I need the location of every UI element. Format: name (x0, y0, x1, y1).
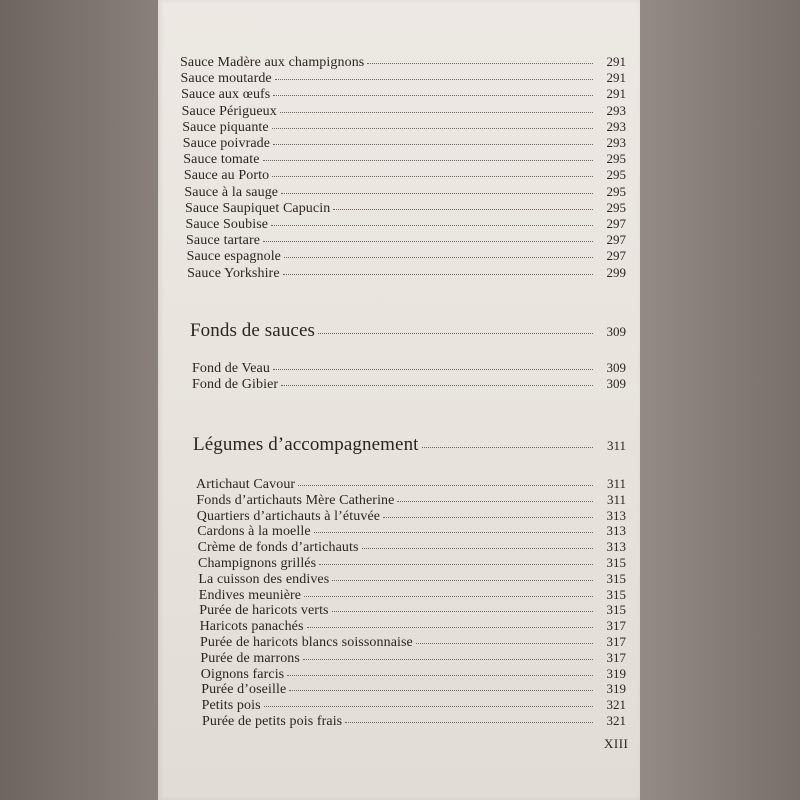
entry-title: Fond de Veau (192, 361, 270, 376)
dot-leader (422, 446, 593, 448)
toc-entry (182, 119, 626, 136)
entry-page-number: 291 (606, 70, 626, 86)
dot-leader (272, 127, 593, 129)
dot-leader (367, 62, 593, 64)
entry-page-number: 319 (606, 665, 626, 681)
entry-title: Fonds d’artichauts Mère Catherine (196, 492, 395, 508)
toc-entry (187, 265, 626, 282)
section-heading-fonds (190, 320, 626, 343)
entry-page-number: 309 (606, 376, 626, 391)
entry-page-number: 309 (606, 360, 626, 375)
dot-leader (332, 610, 593, 612)
toc-entry (202, 713, 626, 730)
toc-entry (180, 54, 626, 71)
toc-entry (192, 360, 626, 377)
entry-page-number: 291 (606, 86, 626, 102)
dot-leader (416, 642, 593, 644)
entry-title: Fonds de sauces (190, 320, 315, 341)
entry-title: Haricots panachés (199, 619, 304, 635)
dot-leader (287, 674, 593, 676)
entry-page-number: 299 (606, 264, 626, 280)
entry-title: Sauce tartare (186, 233, 261, 249)
dot-leader (318, 332, 593, 334)
entry-title: Purée d’oseille (201, 682, 287, 698)
entry-title: Sauce Périgueux (181, 103, 277, 119)
toc-entry (200, 618, 626, 635)
entry-title: Sauce aux œufs (181, 87, 271, 103)
dot-leader (281, 192, 593, 194)
section-heading-legumes (193, 434, 626, 457)
toc-entry (183, 151, 626, 168)
background-left (0, 0, 158, 800)
toc-entry (183, 135, 626, 152)
entry-title: Sauce à la sauge (184, 184, 279, 200)
entry-page-number: 315 (606, 602, 626, 618)
entry-page-number: 293 (606, 102, 626, 118)
entry-page-number: 295 (606, 151, 626, 167)
entry-page-number: 295 (606, 199, 626, 215)
dot-leader (273, 143, 593, 145)
toc-entry (198, 539, 626, 556)
toc-entry (185, 200, 626, 217)
entry-page-number: 295 (606, 167, 626, 183)
entry-title: Sauce espagnole (186, 249, 282, 265)
entry-title: Sauce Saupiquet Capucin (184, 200, 331, 216)
dot-leader (298, 484, 593, 486)
toc-entry (184, 184, 626, 201)
dot-leader (264, 705, 593, 707)
toc-entry (197, 523, 626, 540)
book-page (158, 0, 640, 800)
dot-leader (397, 500, 593, 502)
entry-title: Champignons grillés (198, 556, 317, 571)
entry-page-number: 321 (606, 713, 626, 728)
dot-leader (283, 273, 593, 275)
entry-title: Purée de haricots blancs soissonnaise (200, 635, 413, 650)
entry-page-number: 311 (606, 438, 626, 453)
entry-title: Purée de marrons (200, 650, 300, 666)
entry-title: Quartiers d’artichauts à l’étuvée (196, 508, 381, 524)
dot-leader (281, 384, 593, 386)
dot-leader (333, 208, 593, 210)
dot-leader (319, 563, 593, 565)
entry-page-number: 319 (606, 681, 626, 697)
toc-entry (181, 70, 626, 87)
entry-page-number: 315 (606, 555, 626, 570)
dot-leader (383, 516, 593, 518)
toc-entry (184, 167, 626, 184)
page-folio: XIII (604, 736, 629, 751)
entry-title: Oignons farcis (200, 666, 285, 682)
entry-title: Sauce au Porto (183, 168, 270, 184)
entry-title: Sauce moutarde (180, 71, 272, 87)
entry-page-number: 317 (606, 649, 626, 665)
toc-entry (186, 232, 626, 249)
dot-leader (289, 689, 593, 691)
toc-entry (196, 476, 626, 493)
entry-title: Sauce Yorkshire (187, 265, 280, 281)
toc-entry (196, 492, 626, 509)
entry-title: Sauce poivrade (182, 136, 271, 151)
toc-entry (181, 86, 626, 103)
entry-title: Artichaut Cavour (196, 477, 296, 492)
entry-title: Endives meunière (198, 587, 302, 603)
entry-page-number: 311 (606, 491, 626, 507)
entry-title: Petits pois (201, 698, 261, 714)
dot-leader (271, 224, 593, 226)
dot-leader (280, 111, 593, 113)
toc-entry (199, 587, 626, 604)
entry-title: Sauce piquante (182, 119, 269, 135)
entry-page-number: 297 (606, 216, 626, 231)
toc-entry (186, 216, 627, 233)
entry-title: Sauce tomate (183, 152, 260, 168)
entry-title: Fond de Gibier (192, 377, 279, 392)
entry-page-number: 297 (606, 248, 626, 264)
toc-entry (199, 602, 626, 619)
toc-entry (201, 681, 626, 698)
entry-page-number: 317 (606, 634, 626, 649)
entry-title: Purée de haricots verts (199, 603, 329, 619)
entry-title: Cardons à la moelle (197, 524, 311, 540)
toc-entry (200, 634, 626, 651)
entry-title: La cuisson des endives (198, 571, 330, 587)
toc-entry (192, 376, 626, 393)
entry-page-number: 293 (606, 118, 626, 134)
dot-leader (345, 721, 593, 723)
toc-entry (201, 666, 626, 683)
entry-page-number: 313 (606, 507, 626, 523)
dot-leader (314, 531, 593, 533)
table-of-contents (158, 0, 640, 800)
dot-leader (307, 626, 593, 628)
entry-page-number: 291 (606, 54, 626, 69)
toc-entry (200, 650, 626, 667)
toc-entry (198, 571, 626, 588)
dot-leader (304, 595, 593, 597)
dot-leader (303, 658, 593, 660)
entry-title: Sauce Soubise (185, 217, 269, 232)
entry-page-number: 313 (606, 539, 626, 555)
dot-leader (272, 175, 593, 177)
toc-entry (197, 508, 626, 525)
entry-page-number: 297 (606, 232, 626, 248)
dot-leader (263, 240, 593, 242)
toc-entry (198, 555, 626, 572)
dot-leader (284, 256, 593, 258)
background-right (640, 0, 800, 800)
toc-entry (202, 697, 626, 714)
entry-page-number: 311 (606, 476, 626, 491)
dot-leader (332, 579, 593, 581)
toc-entry (182, 103, 626, 120)
dot-leader (362, 547, 593, 549)
entry-page-number: 317 (606, 618, 626, 634)
dot-leader (263, 159, 593, 161)
toc-entry (187, 248, 626, 265)
entry-page-number: 315 (606, 586, 626, 602)
entry-page-number: 313 (606, 523, 626, 539)
entry-title: Légumes d’accompagnement (193, 434, 419, 455)
dot-leader (273, 368, 593, 370)
entry-title: Purée de petits pois frais (202, 714, 343, 729)
entry-page-number: 309 (606, 324, 626, 339)
entry-title: Crème de fonds d’artichauts (197, 540, 359, 556)
entry-title: Sauce Madère aux champignons (180, 55, 365, 70)
entry-page-number: 315 (606, 570, 626, 586)
dot-leader (273, 94, 593, 96)
entry-page-number: 293 (606, 135, 626, 150)
entry-page-number: 295 (606, 183, 626, 199)
dot-leader (275, 78, 593, 80)
entry-page-number: 321 (606, 697, 626, 713)
